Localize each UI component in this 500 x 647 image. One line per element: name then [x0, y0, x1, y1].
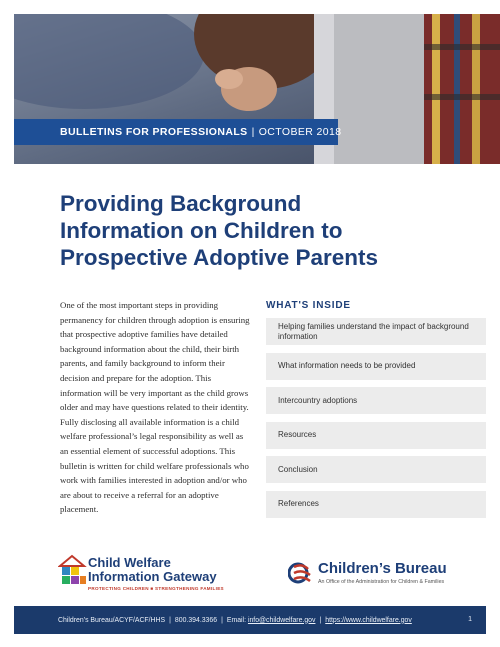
page-footer: [14, 606, 486, 634]
cw-line-2: Information Gateway: [88, 569, 217, 584]
childrens-bureau-logo: [288, 558, 468, 592]
child-welfare-logo: [58, 554, 248, 594]
title-line-3: Prospective Adoptive Parents: [60, 245, 379, 270]
footer-phone: 800.394.3366: [174, 616, 218, 624]
footer-sep-2: |: [221, 616, 223, 624]
toc-heading: WHAT'S INSIDE: [266, 300, 351, 311]
footer-email-label: Email:: [226, 616, 247, 624]
cw-name: [88, 556, 217, 584]
toc-item-resources[interactable]: Resources: [266, 422, 486, 449]
footer-sep-1: |: [169, 616, 171, 624]
cb-name: Children’s Bureau: [318, 560, 447, 577]
bulletin-banner: [14, 119, 342, 145]
footer-website-link[interactable]: https://www.childwelfare.gov: [325, 616, 412, 624]
toc-item-intercountry[interactable]: Intercountry adoptions: [266, 387, 486, 414]
cw-line-1: Child Welfare: [88, 555, 171, 570]
footer-agency: Children’s Bureau/ACYF/ACF/HHS: [58, 616, 166, 624]
footer-email-link[interactable]: info@childwelfare.gov: [247, 616, 316, 624]
page-title: [60, 190, 460, 271]
toc-item-helping-families[interactable]: Helping families understand the impact of background information: [266, 318, 486, 345]
toc-item-information-needed[interactable]: What information needs to be provided: [266, 353, 486, 380]
banner-series: BULLETINS FOR PROFESSIONALS: [60, 126, 248, 138]
banner-date: OCTOBER 2018: [258, 126, 342, 138]
cw-tagline: PROTECTING CHILDREN ■ STRENGTHENING FAMILIES: [88, 586, 224, 591]
toc-item-conclusion[interactable]: Conclusion: [266, 456, 486, 483]
childrens-bureau-emblem-icon: [288, 559, 316, 587]
intro-paragraph: One of the most important steps in providing permanency for children through adoption is ensuring that prospective adoptive families have detailed background information about the child, their birth parents, and family background to inform their decision and prepare for the adoption. This information will be very important as the child grows older and may have questions related to their identity. Fully disclosing all available information is a child welfare professional’s legal responsibility as well as an essential element of successful adoptions. This bulletin is written for child welfare professionals who work with families interested in adoption and/or who are about to receive a referral for an adoptive placement.: [60, 300, 250, 515]
toc-item-references[interactable]: References: [266, 491, 486, 518]
cb-subtitle: An Office of the Administration for Children & Families: [318, 579, 445, 585]
title-line-1: Providing Background: [60, 191, 302, 216]
house-blocks-icon: [58, 554, 88, 588]
title-line-2: Information on Children to: [60, 218, 343, 243]
page-number: 1: [468, 616, 472, 623]
footer-sep-3: |: [319, 616, 322, 624]
banner-separator: |: [251, 126, 255, 138]
toc-list: [266, 318, 486, 525]
